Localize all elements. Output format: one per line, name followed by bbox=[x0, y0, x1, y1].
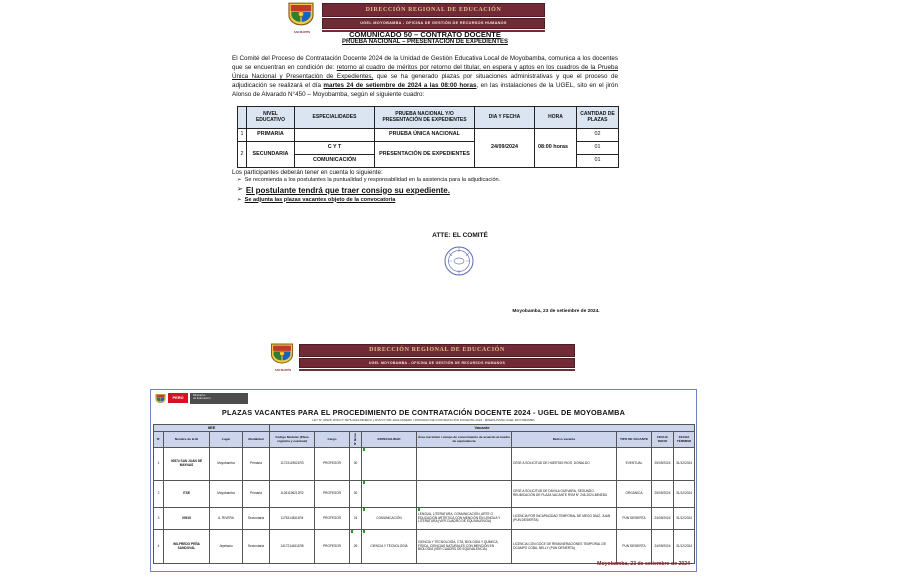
col-horas-label: N° Horas bbox=[352, 432, 357, 445]
cell-especialidad: C Y T bbox=[295, 142, 375, 155]
plazas-title: PLAZAS VACANTES PARA EL PROCEDIMIENTO DE CONTRATACIÓN DOCENTE 2024 - UGEL DE MOYOBAMBA bbox=[221, 408, 626, 417]
col-nombre-ie: Nombre de la IE bbox=[164, 432, 210, 448]
arrow-bullet-icon: ➢ bbox=[237, 185, 243, 193]
crest-icon bbox=[286, 2, 316, 26]
cell-motivo: CESE A SOLICITUD DE DÁVILA GUEVARA, SEGUNDO. REUBICACIÓN DE PLAZA VACANTE RVM N° 245-2024-MINEDU bbox=[512, 481, 617, 508]
cell-codigo: 14172146111R8 bbox=[270, 530, 315, 564]
cell-codigo: 11261196212R2 bbox=[270, 481, 315, 508]
cell-modalidad: Secundaria bbox=[243, 530, 270, 564]
cell-n: 2 bbox=[154, 481, 164, 508]
cell-nombre: 00915 bbox=[164, 508, 210, 530]
cell-prueba: PRUEBA ÚNICA NACIONAL bbox=[375, 129, 475, 142]
cell-modalidad: Primaria bbox=[243, 448, 270, 481]
cell-num: 1 bbox=[238, 129, 247, 142]
cell-termino: 31/12/2024 bbox=[674, 508, 695, 530]
page2-header-banner bbox=[299, 344, 575, 371]
paragraph-end: , en las instalaciones de la UGEL, sito en el jirón Alonso de Alvarado N°450 – Moyobamba, según el siguiente cuadro: bbox=[232, 81, 618, 98]
banner-subtitle: UGEL MOYOBAMBA - OFICINA DE GESTIÓN DE RECURSOS HUMANOS bbox=[322, 18, 545, 29]
cell-horas: 30 bbox=[350, 448, 362, 481]
col-modalidad: Modalidad bbox=[243, 432, 270, 448]
cell-plazas: 02 bbox=[577, 129, 619, 142]
cell-modalidad: Secundaria bbox=[243, 508, 270, 530]
crest-icon bbox=[269, 343, 295, 364]
cell-n: 3 bbox=[154, 508, 164, 530]
col-fecha-termino: FECHA TÉRMINO bbox=[674, 432, 695, 448]
plazas-vacantes-sheet bbox=[150, 389, 697, 572]
cell-area: LENGUA, LITERATURA, COMUNICACIÓN, ARTE O EDUCACIÓN ARTÍSTICA CON MENCIÓN EN LENGUA Y LITERATURA (VER CUADRO DE EQUIVALENCIA) bbox=[417, 508, 512, 530]
cell-modalidad: Primaria bbox=[243, 481, 270, 508]
communique-subtitle: PRUEBA NACIONAL – PRESENTACIÓN DE EXPEDIENTES bbox=[342, 39, 508, 45]
group-iiee: IIEE bbox=[154, 425, 270, 432]
col-area-curricular: Área curricular / campo de conocimiento de acuerdo al cuadro de equivalencia bbox=[417, 432, 512, 448]
cell-especialidad: CIENCIA Y TECNOLOGÍA bbox=[362, 530, 417, 564]
cell-inicio: 24/09/2024 bbox=[652, 508, 674, 530]
cell-lugar: Moyobamba bbox=[210, 481, 243, 508]
cell-plazas: 01 bbox=[577, 155, 619, 168]
table-row bbox=[154, 448, 695, 481]
note-intro: Los participantes deberán tener en cuenta lo siguiente: bbox=[232, 169, 383, 176]
plazas-table bbox=[153, 424, 694, 564]
cell-nombre: 00574 SAN JUAN DE MAYNAS bbox=[164, 448, 210, 481]
peru-brand-badge: PERÚ bbox=[168, 393, 188, 403]
cell-tipo: ORGÁNICA bbox=[617, 481, 652, 508]
col-dia-fecha: DIA Y FECHA bbox=[475, 107, 535, 129]
cell-prueba: PRESENTACIÓN DE EXPEDIENTES bbox=[375, 142, 475, 168]
banner-rule bbox=[299, 369, 575, 371]
bullet-text-emphasis: El postulante tendrá que traer consigo su expediente. bbox=[245, 185, 450, 195]
col-n: N° bbox=[154, 432, 164, 448]
arrow-bullet-icon: ➢ bbox=[237, 196, 242, 203]
page1-header-banner bbox=[322, 3, 545, 32]
cell-nivel: PRIMARIA bbox=[247, 129, 295, 142]
cell-n: 1 bbox=[154, 448, 164, 481]
schedule-table bbox=[237, 106, 618, 168]
plazas-legal-subtitle: LEY N° 30328, RVM N° 0075-2023-MINEDU y RVM N° 081-2024-MINEDU | PROCESO DE CONTRATACIÓN DOCENTE 2024 - MINEDU/VMGI-UGEL MOYOBAMBA bbox=[312, 418, 535, 422]
cell-fecha: 24/09/2024 bbox=[475, 129, 535, 168]
col-lugar: Lugar bbox=[210, 432, 243, 448]
cell-nivel: SECUNDARIA bbox=[247, 142, 295, 168]
banner-subtitle: UGEL MOYOBAMBA - OFICINA DE GESTIÓN DE RECURSOS HUMANOS bbox=[299, 358, 575, 368]
cell-nombre: ITSE bbox=[164, 481, 210, 508]
col-cargo: Cargo bbox=[315, 432, 350, 448]
plazas-table-body bbox=[154, 448, 695, 564]
cell-especialidad: COMUNICACIÓN bbox=[295, 155, 375, 168]
cell-horas: 30 bbox=[350, 481, 362, 508]
list-item bbox=[237, 197, 617, 204]
banner-title: DIRECCIÓN REGIONAL DE EDUCACIÓN bbox=[299, 344, 575, 357]
col-especialidades: ESPECIALIDADES bbox=[295, 107, 375, 129]
table-row bbox=[238, 129, 619, 142]
list-item bbox=[237, 177, 617, 184]
cell-motivo: LICENCIA POR INCAPACIDAD TEMPORAL DE MEGO DÍAZ, JUAN (PUN DESIERTA) bbox=[512, 508, 617, 530]
group-vacante: Vacante bbox=[270, 425, 695, 432]
cell-nombre: WILFREDO PEÑA SANDOVAL bbox=[164, 530, 210, 564]
banner-title: DIRECCIÓN REGIONAL DE EDUCACIÓN bbox=[322, 3, 545, 17]
bullet-text: Se recomienda a los postulantes la puntualidad y responsabilidad en la asistencia para la adjudicación. bbox=[244, 177, 501, 183]
col-fecha-inicio: FECHA INICIO bbox=[652, 432, 674, 448]
cell-tipo: PUN DESIERTA bbox=[617, 530, 652, 564]
page1-date: Moyobamba, 23 de setiembre de 2024. bbox=[512, 309, 600, 314]
cell-plazas: 01 bbox=[577, 142, 619, 155]
cell-lugar: A. RIVERA bbox=[210, 508, 243, 530]
cell-especialidad bbox=[362, 448, 417, 481]
paragraph-middle: que se ha generado plazas por situaciones administrativas y que el proceso de adjudicación se realizará el día bbox=[232, 72, 618, 89]
col-motivo-vacante: Motivo vacante bbox=[512, 432, 617, 448]
signature-line: ATTE: EL COMITÉ bbox=[432, 232, 488, 239]
cell-cargo: PROFESOR bbox=[315, 530, 350, 564]
col-num bbox=[238, 107, 247, 129]
communique-paragraph bbox=[232, 55, 618, 100]
col-codigo-modular: Código Modular (Plaza orgánica y eventual) bbox=[270, 432, 315, 448]
schedule-header-row bbox=[238, 107, 619, 129]
paragraph-underlined-condition: retorno al cuadro de méritos por retorno del titular, en espera y aptos en los cuadros de la Prueba Única Nacional y Presentación de Expedientes, bbox=[232, 63, 618, 80]
col-especialidad: ESPECIALIDAD bbox=[362, 432, 417, 448]
cell-cargo: PROFESOR bbox=[315, 508, 350, 530]
cell-hora: 08:00 horas bbox=[535, 129, 577, 168]
cell-cargo: PROFESOR bbox=[315, 481, 350, 508]
san-martin-crest-logo bbox=[269, 343, 297, 372]
table-row bbox=[154, 508, 695, 530]
ministry-line2: de Educación bbox=[193, 396, 211, 401]
cell-motivo: CESE A SOLICITUD DE HUERTAS RIOS, DONALDO bbox=[512, 448, 617, 481]
bullet-text: Se adjunta las plazas vacantes objeto de la convocatoria bbox=[244, 196, 396, 203]
cell-codigo: 11753148111R4 bbox=[270, 508, 315, 530]
list-item bbox=[237, 186, 617, 195]
cell-num: 2 bbox=[238, 142, 247, 168]
cell-area: CIENCIA Y TECNOLOGÍA, CTA, BIOLOGÍA Y QUÍMICA, FÍSICA, CIENCIAS NATURALES CON MENCIÓN EN BIOLOGÍA (VER CUADRO DE EQUIVALENCIA) bbox=[417, 530, 512, 564]
arrow-bullet-icon: ➢ bbox=[237, 177, 242, 183]
cell-termino: 31/12/2024 bbox=[674, 448, 695, 481]
crest-caption: SAN MARTÍN bbox=[274, 369, 292, 372]
cell-especialidad: COMUNICACIÓN bbox=[362, 508, 417, 530]
cell-cargo: PROFESOR bbox=[315, 448, 350, 481]
col-hora: HORA bbox=[535, 107, 577, 129]
cell-horas: 26 bbox=[350, 530, 362, 564]
crest-caption: SAN MARTÍN bbox=[293, 31, 311, 34]
ministry-logo-group bbox=[155, 393, 248, 404]
ministry-name-badge bbox=[190, 393, 248, 404]
table-row bbox=[154, 530, 695, 564]
ministry-line1: Ministerio bbox=[193, 393, 206, 397]
table-row bbox=[154, 481, 695, 508]
col-nivel: NIVEL EDUCATIVO bbox=[247, 107, 295, 129]
cell-area bbox=[417, 481, 512, 508]
col-prueba: PRUEBA NACIONAL Y/O PRESENTACIÓN DE EXPEDIENTES bbox=[375, 107, 475, 129]
cell-inicio: 24/09/2024 bbox=[652, 530, 674, 564]
cell-horas: 24 bbox=[350, 508, 362, 530]
cell-tipo: EVENTUAL bbox=[617, 448, 652, 481]
bullet-list bbox=[237, 177, 617, 205]
cell-inicio: 25/09/2024 bbox=[652, 481, 674, 508]
cell-lugar: Moyobamba bbox=[210, 448, 243, 481]
col-cantidad: CANTIDAD DE PLAZAS bbox=[577, 107, 619, 129]
group-header-row bbox=[154, 425, 695, 432]
communique-title: COMUNICADO 50 – CONTRATO DOCENTE bbox=[349, 30, 501, 39]
cell-especialidad bbox=[362, 481, 417, 508]
cell-codigo: 11723119621R3 bbox=[270, 448, 315, 481]
paragraph-date-highlight: martes 24 de setiembre de 2024 a las 08:00 horas bbox=[323, 81, 477, 89]
cell-area bbox=[417, 448, 512, 481]
cell-especialidad bbox=[295, 129, 375, 142]
col-tipo-vacante: TIPO DE VACANTE bbox=[617, 432, 652, 448]
cell-tipo: PUN DESIERTA bbox=[617, 508, 652, 530]
paragraph-intro: El Comité del Proceso de Contratación Docente 2024 de la Unidad de Gestión Educativa Local de Moyobamba, comunica a los docentes que se encuentran en condición de: bbox=[232, 55, 618, 71]
column-header-row bbox=[154, 432, 695, 448]
cell-inicio: 25/09/2024 bbox=[652, 448, 674, 481]
page2-footer-date: Moyobamba, 23 de setiembre de 2024 bbox=[597, 561, 690, 567]
crest-icon bbox=[155, 393, 166, 404]
cell-n: 4 bbox=[154, 530, 164, 564]
cell-termino: 31/12/2024 bbox=[674, 481, 695, 508]
cell-motivo: LICENCIA CON GOCE DE REMUNERACIONES TEMPORAL DE OCAMPO COBA, NELLY (PUN DESIERTA) bbox=[512, 530, 617, 564]
cell-termino: 31/12/2024 bbox=[674, 530, 695, 564]
committee-seal-icon bbox=[443, 245, 475, 277]
cell-lugar: Jepelacio bbox=[210, 530, 243, 564]
col-horas bbox=[350, 432, 362, 448]
